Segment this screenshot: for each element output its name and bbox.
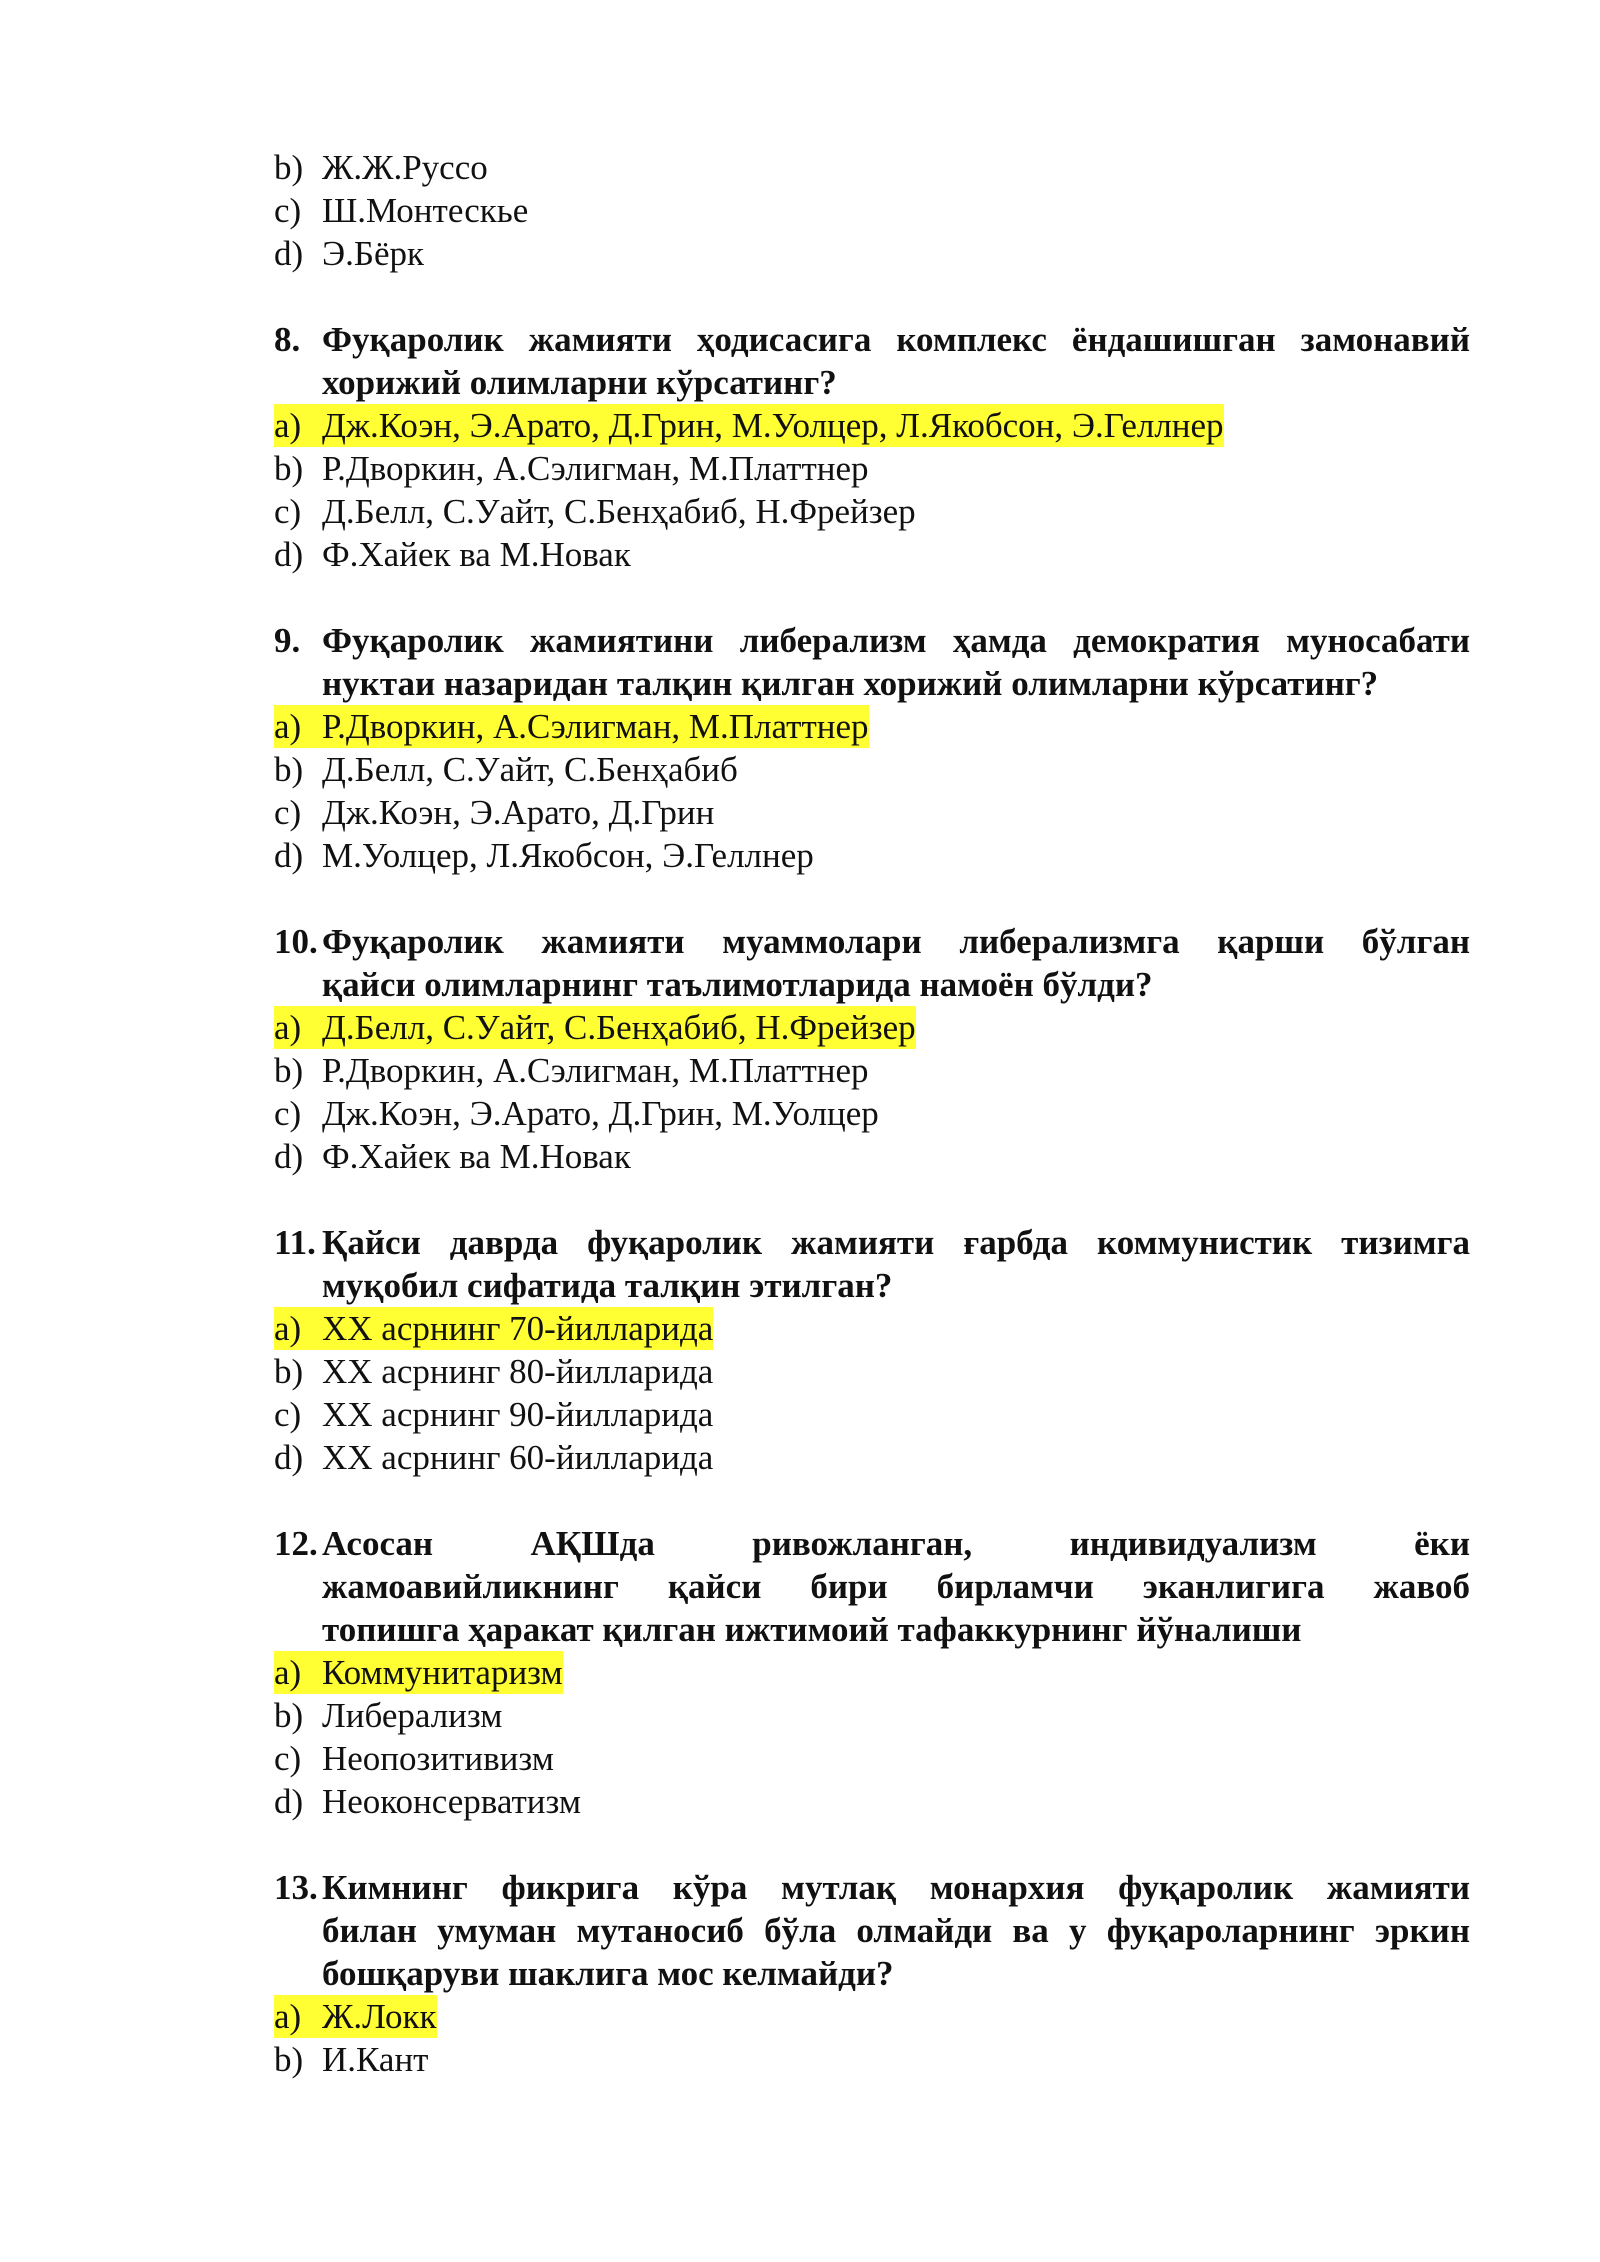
option-content bbox=[274, 189, 528, 232]
option-letter: d) bbox=[274, 1137, 304, 1176]
option-content bbox=[274, 791, 714, 834]
question-block bbox=[274, 1221, 1470, 1479]
option-content bbox=[274, 447, 869, 490]
option-text: Неопозитивизм bbox=[322, 1739, 554, 1778]
question-number: 11. bbox=[274, 1223, 316, 1262]
answer-option bbox=[274, 748, 1470, 791]
questions-list bbox=[274, 318, 1470, 2081]
answer-option bbox=[274, 2038, 1470, 2081]
option-text: Коммунитаризм bbox=[322, 1653, 563, 1692]
question-number: 10. bbox=[274, 922, 318, 961]
option-text: Ж.Ж.Руссо bbox=[322, 148, 488, 187]
option-text: Р.Дворкин, А.Сэлигман, М.Платтнер bbox=[322, 449, 869, 488]
option-letter: d) bbox=[274, 535, 304, 574]
answer-option bbox=[274, 533, 1470, 576]
option-text: Д.Белл, С.Уайт, С.Бенҳабиб, Н.Фрейзер bbox=[322, 1008, 916, 1047]
answer-option bbox=[274, 1436, 1470, 1479]
answer-option bbox=[274, 1780, 1470, 1823]
option-letter: a) bbox=[274, 406, 302, 445]
question-text-line: қайси олимларнинг таълимотларида намоён бўлди? bbox=[322, 965, 1153, 1004]
question-text-line: муқобил сифатида талқин этилган? bbox=[322, 1266, 893, 1305]
question-number: 8. bbox=[274, 320, 301, 359]
answer-option-correct bbox=[274, 1651, 1470, 1694]
question-text-line: Фуқаролик жамиятини либерализм ҳамда демократия муносабати bbox=[322, 621, 1470, 660]
question-block bbox=[274, 619, 1470, 877]
question-stem bbox=[274, 920, 1470, 1006]
question-stem bbox=[274, 318, 1470, 404]
option-content bbox=[274, 1780, 581, 1823]
question-text bbox=[322, 619, 1470, 705]
option-text: И.Кант bbox=[322, 2040, 429, 2079]
question-number: 12. bbox=[274, 1524, 318, 1563]
option-content bbox=[274, 834, 814, 877]
option-text: Д.Белл, С.Уайт, С.Бенҳабиб, Н.Фрейзер bbox=[322, 492, 916, 531]
answer-option-correct bbox=[274, 1006, 1470, 1049]
answer-option bbox=[274, 834, 1470, 877]
option-content bbox=[274, 1436, 713, 1479]
answer-option bbox=[274, 1350, 1470, 1393]
option-content bbox=[274, 1651, 563, 1694]
answer-option-correct bbox=[274, 1995, 1470, 2038]
continued-options-list bbox=[274, 146, 1470, 275]
option-text: XX асрнинг 60-йилларида bbox=[322, 1438, 714, 1477]
question-text-line: жамоавийликнинг қайси бири бирламчи эканлигига жавоб bbox=[322, 1567, 1470, 1606]
option-content bbox=[274, 1995, 437, 2038]
option-content bbox=[274, 1006, 916, 1049]
option-content bbox=[274, 146, 488, 189]
option-letter: d) bbox=[274, 234, 304, 273]
document-page bbox=[274, 146, 1470, 2081]
answer-option bbox=[274, 1393, 1470, 1436]
option-letter: a) bbox=[274, 1997, 302, 2036]
question-text-line: бошқаруви шаклига мос келмайди? bbox=[322, 1954, 894, 1993]
option-content bbox=[274, 1737, 554, 1780]
question-text bbox=[322, 1221, 1470, 1307]
option-text: Ш.Монтескье bbox=[322, 191, 529, 230]
question-text bbox=[322, 920, 1470, 1006]
option-letter: a) bbox=[274, 1309, 302, 1348]
option-content bbox=[274, 1350, 713, 1393]
question-stem bbox=[274, 1221, 1470, 1307]
option-text: XX асрнинг 90-йилларида bbox=[322, 1395, 714, 1434]
question-stem bbox=[274, 1522, 1470, 1651]
question-text bbox=[322, 1866, 1470, 1995]
answer-option bbox=[274, 1049, 1470, 1092]
option-content bbox=[274, 404, 1224, 447]
question-text-line: топишга ҳаракат қилган ижтимоий тафаккурнинг йўналиши bbox=[322, 1610, 1302, 1649]
question-block bbox=[274, 1522, 1470, 1823]
answer-option bbox=[274, 232, 1470, 275]
question-text-line: Кимнинг фикрига кўра мутлақ монархия фуқаролик жамияти bbox=[322, 1868, 1470, 1907]
question-number: 13. bbox=[274, 1868, 318, 1907]
option-letter: c) bbox=[274, 1094, 302, 1133]
option-letter: d) bbox=[274, 1438, 304, 1477]
answer-option bbox=[274, 791, 1470, 834]
answer-option bbox=[274, 146, 1470, 189]
option-letter: c) bbox=[274, 793, 302, 832]
option-content bbox=[274, 1694, 502, 1737]
option-text: Р.Дворкин, А.Сэлигман, М.Платтнер bbox=[322, 1051, 869, 1090]
option-content bbox=[274, 1135, 631, 1178]
option-letter: b) bbox=[274, 148, 304, 187]
option-text: Дж.Коэн, Э.Арато, Д.Грин bbox=[322, 793, 715, 832]
option-text: Ж.Локк bbox=[322, 1997, 437, 2036]
answer-option bbox=[274, 189, 1470, 232]
option-content bbox=[274, 705, 869, 748]
question-block bbox=[274, 318, 1470, 576]
option-letter: a) bbox=[274, 1653, 302, 1692]
option-text: Дж.Коэн, Э.Арато, Д.Грин, М.Уолцер bbox=[322, 1094, 879, 1133]
option-text: Э.Бёрк bbox=[322, 234, 424, 273]
option-letter: b) bbox=[274, 449, 304, 488]
answer-option-correct bbox=[274, 705, 1470, 748]
option-letter: b) bbox=[274, 1352, 304, 1391]
option-letter: c) bbox=[274, 1739, 302, 1778]
answer-option bbox=[274, 490, 1470, 533]
question-stem bbox=[274, 1866, 1470, 1995]
option-letter: c) bbox=[274, 1395, 302, 1434]
answer-option bbox=[274, 1092, 1470, 1135]
question-text-line: хорижий олимларни кўрсатинг? bbox=[322, 363, 837, 402]
answer-option bbox=[274, 447, 1470, 490]
option-letter: c) bbox=[274, 492, 302, 531]
answer-option bbox=[274, 1135, 1470, 1178]
question-text-line: Фуқаролик жамияти муаммолари либерализмга қарши бўлган bbox=[322, 922, 1470, 961]
answer-option-correct bbox=[274, 404, 1470, 447]
option-letter: b) bbox=[274, 2040, 304, 2079]
question-stem bbox=[274, 619, 1470, 705]
option-content bbox=[274, 1049, 869, 1092]
option-letter: a) bbox=[274, 707, 302, 746]
question-number: 9. bbox=[274, 621, 301, 660]
question-text bbox=[322, 1522, 1470, 1651]
option-content bbox=[274, 1092, 879, 1135]
question-block bbox=[274, 1866, 1470, 2081]
option-letter: b) bbox=[274, 750, 304, 789]
question-text bbox=[322, 318, 1470, 404]
option-content bbox=[274, 1307, 713, 1350]
option-text: Дж.Коэн, Э.Арато, Д.Грин, М.Уолцер, Л.Якобсон, Э.Геллнер bbox=[322, 406, 1224, 445]
option-letter: d) bbox=[274, 836, 304, 875]
option-text: Д.Белл, С.Уайт, С.Бенҳабиб bbox=[322, 750, 738, 789]
option-content bbox=[274, 748, 738, 791]
option-content bbox=[274, 490, 916, 533]
option-letter: a) bbox=[274, 1008, 302, 1047]
question-block bbox=[274, 920, 1470, 1178]
question-text-line: Қайси даврда фуқаролик жамияти ғарбда коммунистик тизимга bbox=[322, 1223, 1470, 1262]
option-text: Неоконсерватизм bbox=[322, 1782, 581, 1821]
option-text: Либерализм bbox=[322, 1696, 503, 1735]
answer-option-correct bbox=[274, 1307, 1470, 1350]
answer-option bbox=[274, 1737, 1470, 1780]
option-text: Р.Дворкин, А.Сэлигман, М.Платтнер bbox=[322, 707, 869, 746]
option-letter: d) bbox=[274, 1782, 304, 1821]
option-content bbox=[274, 533, 631, 576]
answer-option bbox=[274, 1694, 1470, 1737]
option-text: XX асрнинг 70-йилларида bbox=[322, 1309, 714, 1348]
option-content bbox=[274, 1393, 713, 1436]
option-text: М.Уолцер, Л.Якобсон, Э.Геллнер bbox=[322, 836, 814, 875]
question-text-line: нуктаи назаридан талқин қилган хорижий олимларни кўрсатинг? bbox=[322, 664, 1379, 703]
question-text-line: Асосан АҚШда ривожланган, индивидуализм ёки bbox=[322, 1524, 1470, 1563]
option-letter: c) bbox=[274, 191, 302, 230]
option-text: Ф.Хайек ва М.Новак bbox=[322, 1137, 631, 1176]
option-content bbox=[274, 232, 424, 275]
question-text-line: Фуқаролик жамияти ҳодисасига комплекс ёндашишган замонавий bbox=[322, 320, 1470, 359]
option-text: XX асрнинг 80-йилларида bbox=[322, 1352, 714, 1391]
option-text: Ф.Хайек ва М.Новак bbox=[322, 535, 631, 574]
option-content bbox=[274, 2038, 428, 2081]
option-letter: b) bbox=[274, 1696, 304, 1735]
question-text-line: билан умуман мутаносиб бўла олмайди ва у фуқароларнинг эркин bbox=[322, 1911, 1470, 1950]
option-letter: b) bbox=[274, 1051, 304, 1090]
